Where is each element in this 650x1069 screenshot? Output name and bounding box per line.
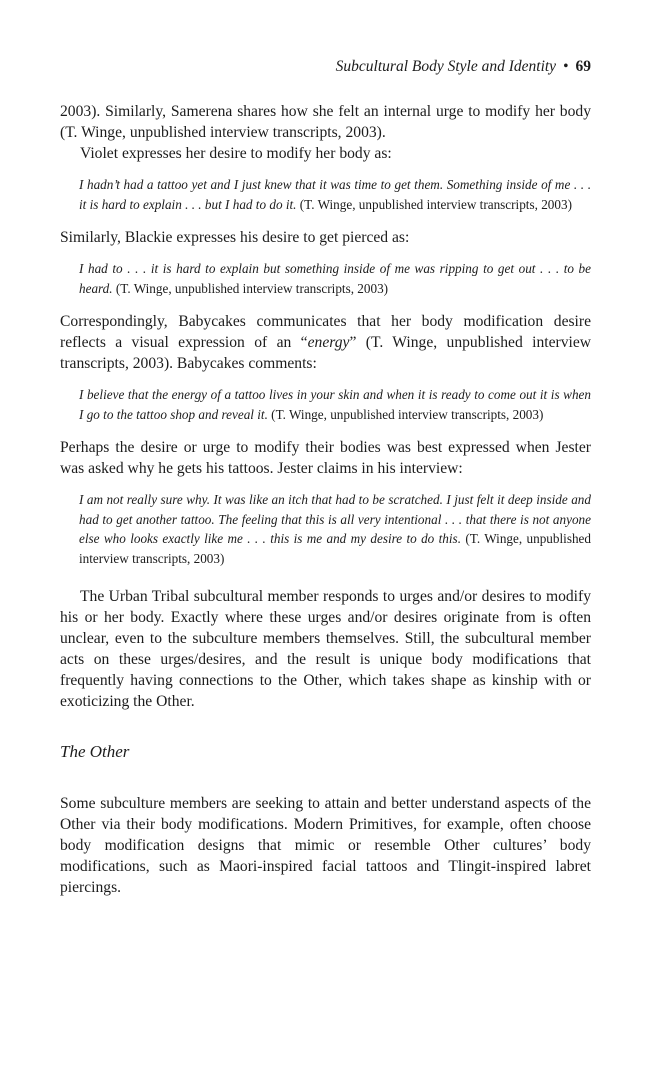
- header-bullet: •: [563, 58, 569, 75]
- paragraph-the-other: Some subculture members are seeking to attain and better understand aspects of the Other via their body modifications. Modern Primitives, for example, often choose body modification designs that mimic or resemble Other cultures’ body modifications, such as Maori-inspired facial tattoos and Tlingit-inspired labret piercings.: [60, 795, 591, 896]
- paragraph-jester-intro: Perhaps the desire or urge to modify their bodies was best expressed when Jester was asked why he gets his tattoos. Jester claims in his interview:: [60, 439, 591, 477]
- block-quote-babycakes: [79, 385, 591, 424]
- paragraph-urban-tribal: The Urban Tribal subcultural member responds to urges and/or desires to modify his or her body. Exactly where these urges and/or desires originate from is often unclear, even to the subculture members themselves. Still, the subcultural member acts on these urges/desires, and the result is unique body modifications that frequently having connections to the Other, which takes shape as kinship with or exoticizing the Other.: [60, 588, 591, 710]
- page-number: 69: [575, 58, 591, 75]
- quote-citation: (T. Winge, unpublished interview transcripts, 2003): [267, 406, 544, 422]
- running-title: Subcultural Body Style and Identity: [335, 58, 557, 75]
- paragraph-text: ” (T. Winge, unpublished interview transcripts, 2003). Babycakes comments:: [60, 334, 592, 372]
- emphasis-energy: energy: [307, 334, 350, 351]
- section-heading: The Other: [60, 742, 130, 761]
- block-quote-jester: [79, 490, 591, 568]
- paragraph-violet-intro: Violet expresses her desire to modify her body as:: [80, 145, 392, 162]
- quote-citation: (T. Winge, unpublished interview transcripts, 2003): [296, 196, 572, 212]
- quote-citation: (T. Winge, unpublished interview transcripts, 2003): [112, 280, 389, 296]
- quote-citation: (T. Winge, unpublished interview transcripts, 2003): [79, 531, 591, 566]
- paragraph-blackie-intro: Similarly, Blackie expresses his desire to get pierced as:: [60, 229, 410, 246]
- quote-text: I am not really sure why. It was like an itch that had to be scratched. I just felt it deep inside and had to get another tattoo. The feeling that this is all very intentional . . . that there is not anyone else who looks exactly like me . . . this is me and my desire to do this.: [79, 492, 591, 546]
- quote-text: I had to . . . it is hard to explain but something inside of me was ripping to get out . . . to be heard.: [79, 261, 591, 296]
- block-quote-violet: [79, 175, 591, 214]
- quote-text: I hadn’t had a tattoo yet and I just knew that it was time to get them. Something inside of me . . . it is hard to explain . . . but I had to do it.: [79, 177, 591, 212]
- paragraph-text: Correspondingly, Babycakes communicates that her body modification desire reflects a visual expression of an “: [60, 313, 591, 351]
- paragraph-babycakes-intro: [60, 311, 591, 374]
- page-body: [60, 101, 591, 898]
- block-quote-blackie: [79, 259, 591, 298]
- running-header: [60, 56, 591, 78]
- paragraph-samerena: 2003). Similarly, Samerena shares how she felt an internal urge to modify her body (T. Winge, unpublished interview transcripts, 2003).: [60, 103, 591, 141]
- quote-text: I believe that the energy of a tattoo lives in your skin and when it is ready to come out it is when I go to the tattoo shop and reveal it.: [79, 387, 591, 422]
